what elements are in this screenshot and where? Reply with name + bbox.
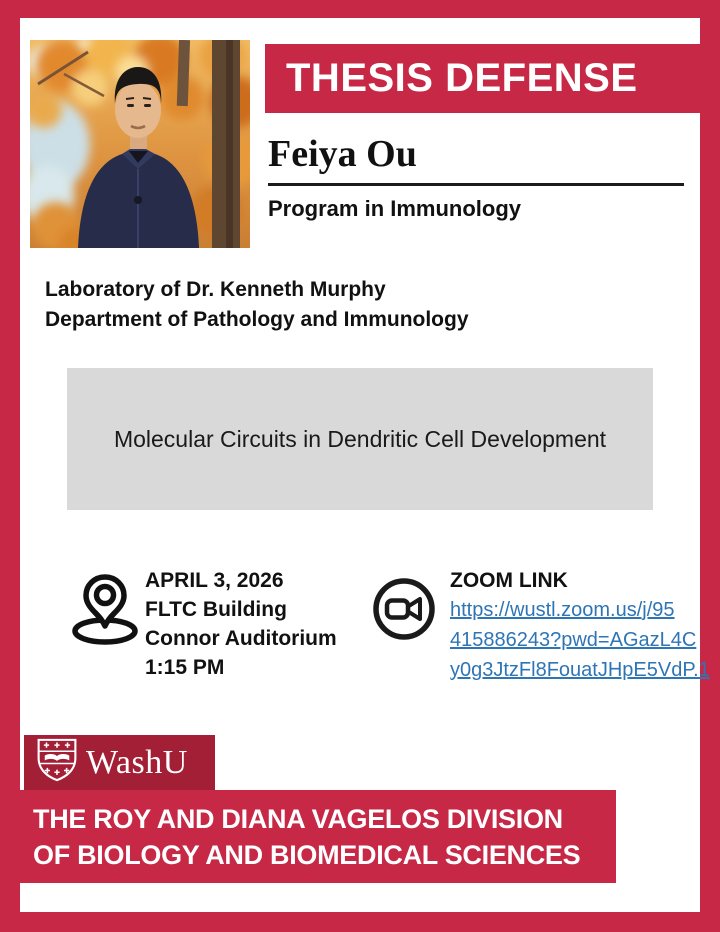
speaker-name: Feiya Ou [268,133,417,175]
zoom-url-line-3: y0g3JtzFl8FouatJHpE5VdP.1 [450,659,710,681]
talk-title-box [67,368,653,510]
event-time: 1:15 PM [145,656,225,679]
event-room: Connor Auditorium [145,627,337,650]
talk-title: Molecular Circuits in Dendritic Cell Development [113,425,607,452]
affiliation-block [45,275,469,335]
speaker-program: Program in Immunology [268,196,522,221]
name-underline-rule [268,183,684,186]
washu-wordmark: WashU [86,743,188,781]
footer-line-2: OF BIOLOGY AND BIOMEDICAL SCIENCES [33,839,581,870]
frame-top-border [0,0,720,18]
thesis-defense-title: THESIS DEFENSE [286,56,638,100]
thesis-defense-banner [265,44,700,113]
zoom-url-line-2: 415886243?pwd=AGazL4C [450,629,697,651]
speaker-photo [30,40,250,248]
event-details [145,566,337,682]
footer-line-1: THE ROY AND DIANA VAGELOS DIVISION [33,803,563,834]
frame-left-border [0,0,20,932]
zoom-link-url[interactable] [450,595,710,685]
event-building: FLTC Building [145,598,287,621]
zoom-details [450,566,710,685]
department-line: Department of Pathology and Immunology [45,308,469,331]
location-pin-icon [68,568,142,651]
lab-line: Laboratory of Dr. Kenneth Murphy [45,278,386,301]
division-footer-banner [20,790,616,883]
event-date: APRIL 3, 2026 [145,569,284,592]
washu-logo [24,735,215,790]
frame-bottom-border [0,912,720,932]
washu-shield-icon [36,737,78,788]
frame-right-border [700,0,720,932]
video-camera-icon [372,577,436,646]
zoom-url-line-1: https://wustl.zoom.us/j/95 [450,599,675,621]
zoom-link-label: ZOOM LINK [450,569,568,592]
